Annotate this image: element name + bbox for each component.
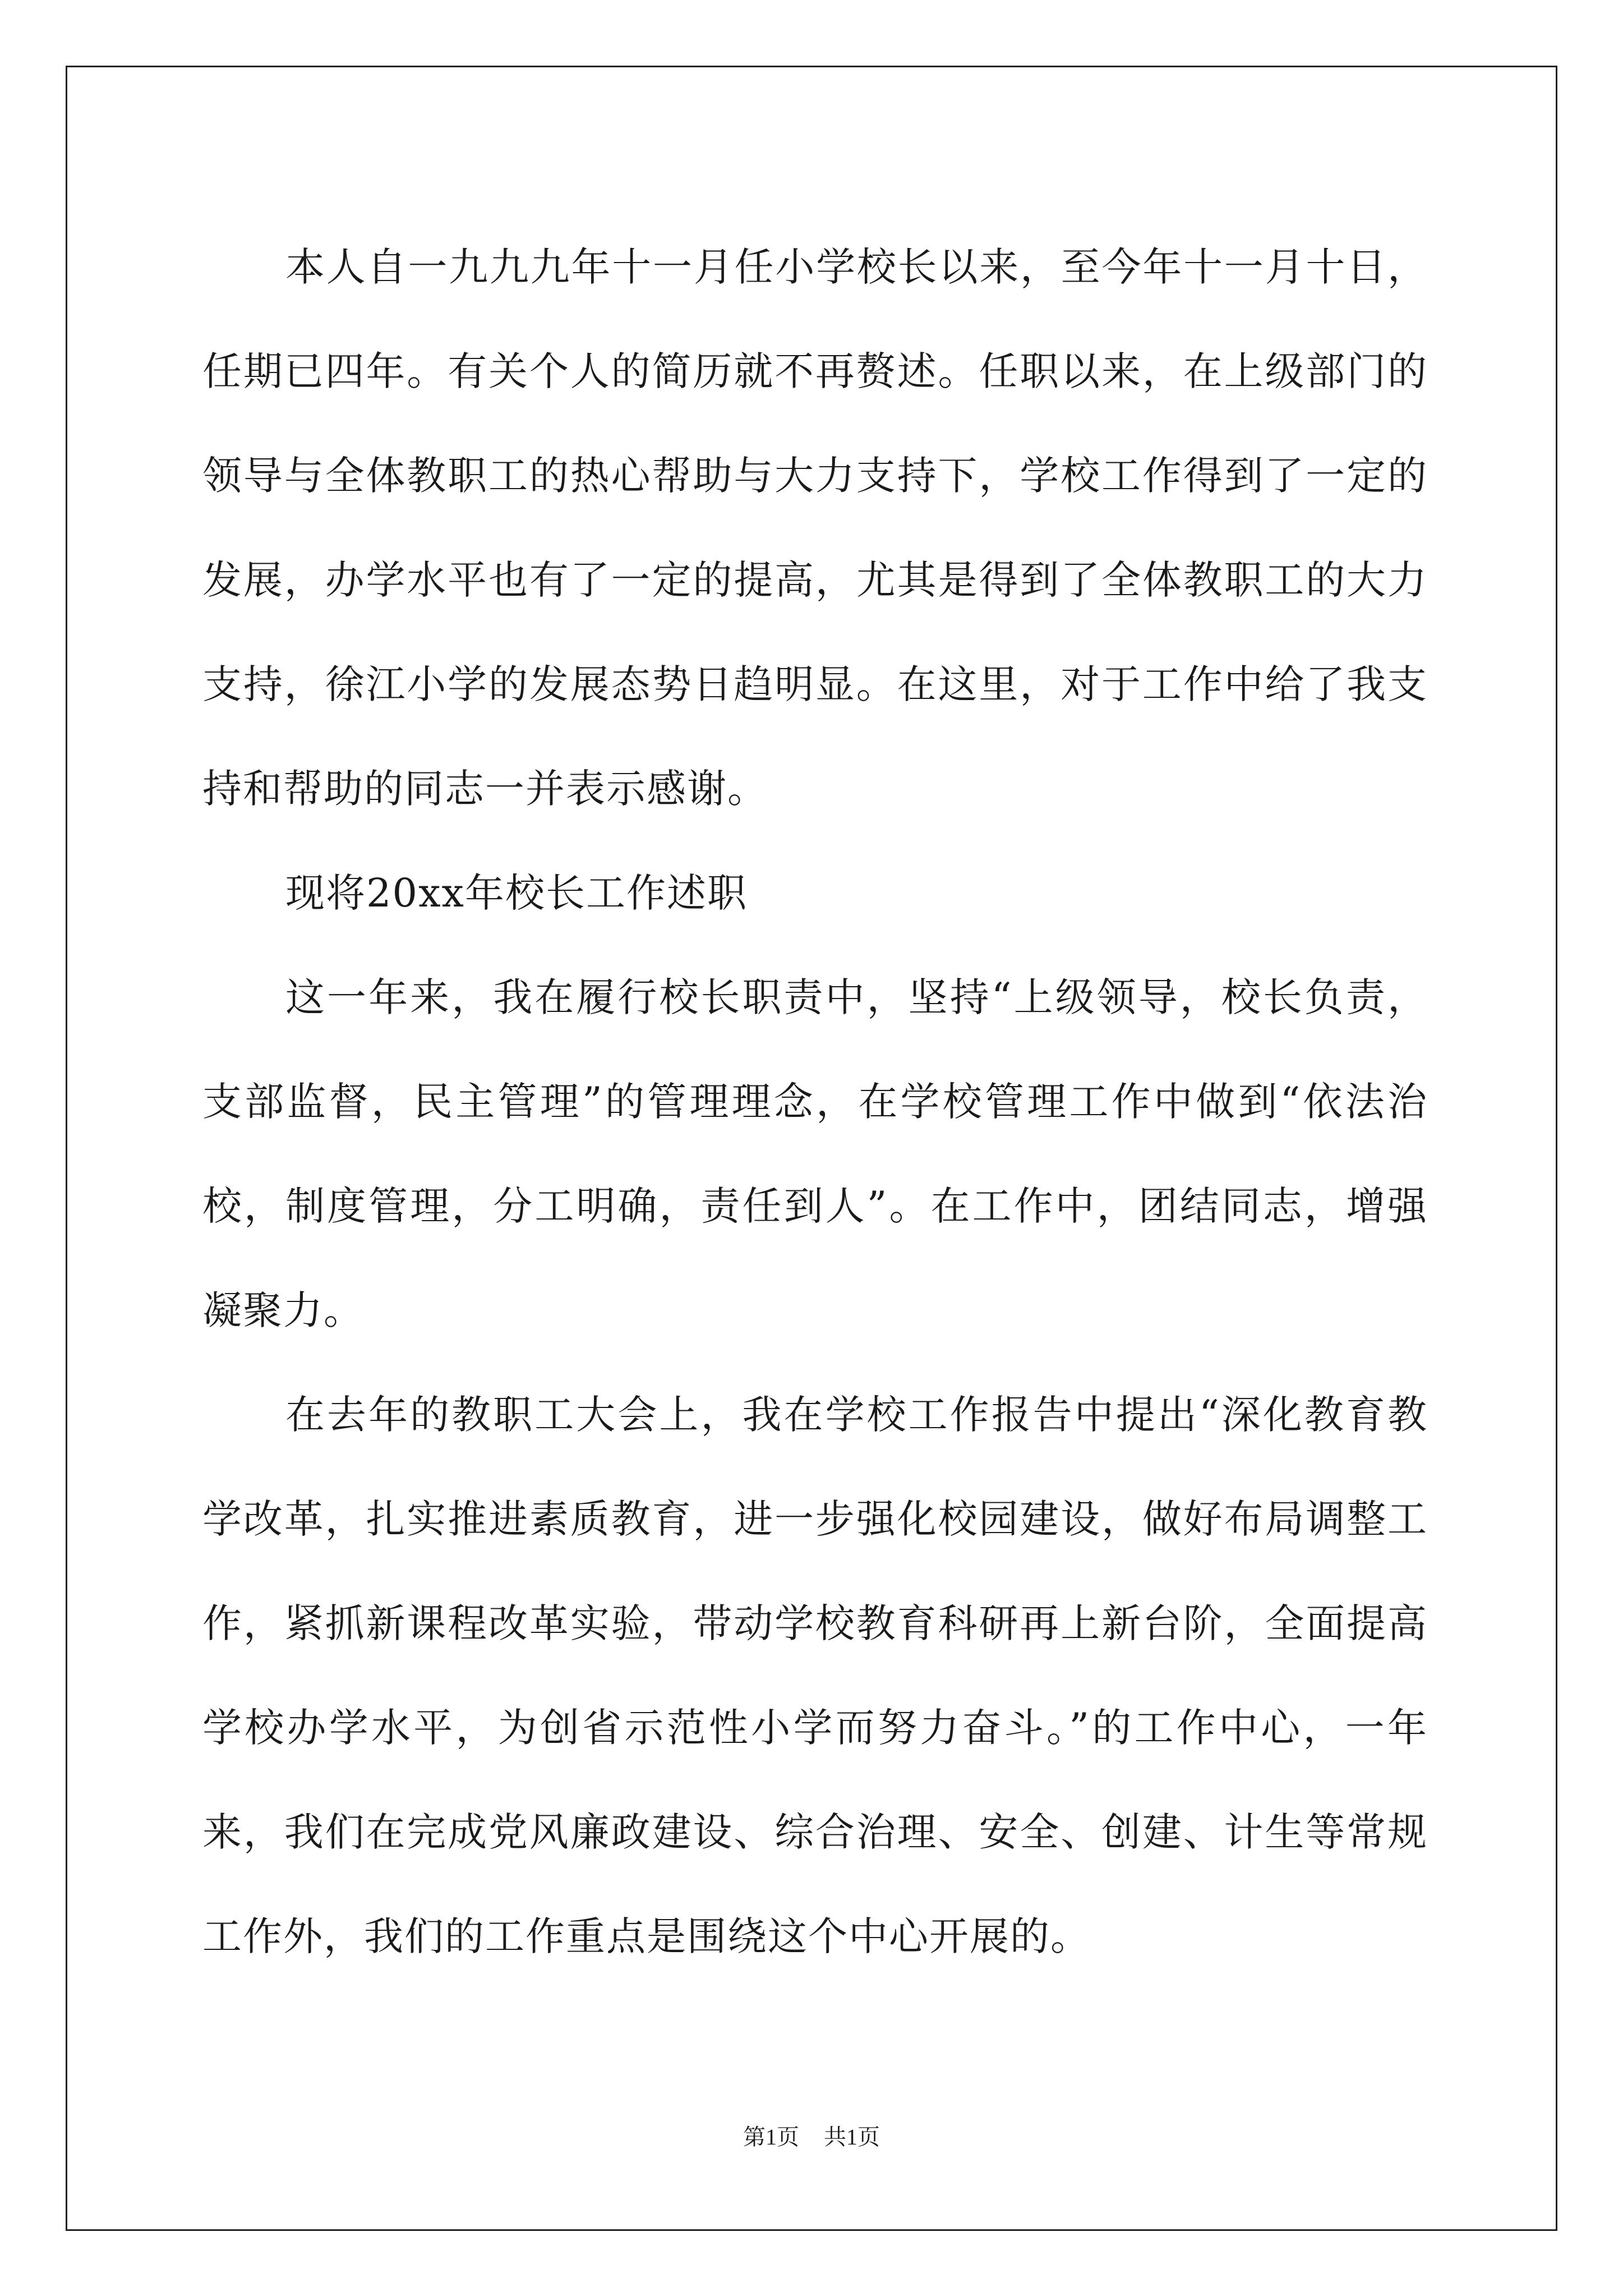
paragraph-heading-line: 现将20xx年校长工作述职 bbox=[285, 870, 748, 916]
document-body bbox=[202, 215, 1428, 1989]
paragraph-duties: 这一年来，我在履行校长职责中，坚持“上级领导，校长负责，支部监督，民主管理”的管理理念，在学校管理工作中做到“依法治校，制度管理，分工明确，责任到人”。在工作中，团结同志，增强凝聚力。 bbox=[202, 974, 1428, 1333]
total-pages: 共1页 bbox=[824, 2124, 880, 2150]
page-number: 第1页 bbox=[743, 2124, 799, 2150]
paragraph-work-center: 在去年的教职工大会上，我在学校工作报告中提出“深化教育教学改革，扎实推进素质教育，进一步强化校园建设，做好布局调整工作，紧抓新课程改革实验，带动学校教育科研再上新台阶，全面提高学校办学水平，为创省示范性小学而努力奋斗。”的工作中心，一年来，我们在完成党风廉政建设、综合治理、安全、创建、计生等常规工作外，我们的工作重点是围绕这个中心开展的。 bbox=[202, 1392, 1428, 1959]
page-footer bbox=[0, 2120, 1623, 2154]
paragraph-intro: 本人自一九九九年十一月任小学校长以来，至今年十一月十日，任期已四年。有关个人的简历就不再赘述。任职以来，在上级部门的领导与全体教职工的热心帮助与大力支持下，学校工作得到了一定的发展，办学水平也有了一定的提高，尤其是得到了全体教职工的大力支持，徐江小学的发展态势日趋明显。在这里，对于工作中给了我支持和帮助的同志一并表示感谢。 bbox=[202, 244, 1428, 812]
